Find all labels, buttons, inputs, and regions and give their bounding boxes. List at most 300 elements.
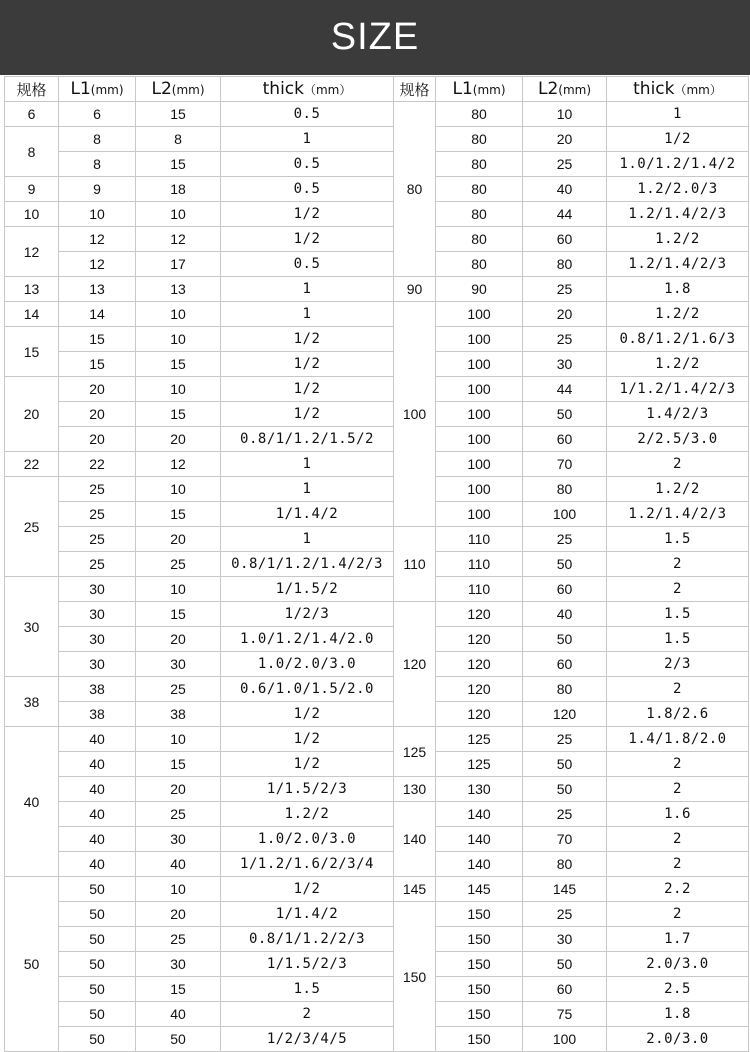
right-thick-cell: 2.0/3.0 [607,952,749,977]
right-thick-cell: 1.7 [607,927,749,952]
left-spec-cell: 14 [5,302,59,327]
right-l1-cell: 150 [436,927,523,952]
left-l2-cell: 25 [136,802,221,827]
left-l1-cell: 30 [59,652,136,677]
header-l1-unit: (mm) [472,83,506,97]
right-thick-cell: 1.2/2 [607,352,749,377]
right-l2-cell: 44 [523,377,607,402]
right-thick-cell: 1.0/1.2/1.4/2 [607,152,749,177]
left-thick-cell: 1 [221,452,394,477]
table-row [5,1002,749,1027]
table-row [5,277,749,302]
header-l1-right [436,77,523,102]
left-l1-cell: 30 [59,627,136,652]
left-l1-cell: 40 [59,852,136,877]
right-l1-cell: 80 [436,227,523,252]
left-l1-cell: 12 [59,227,136,252]
left-l1-cell: 20 [59,427,136,452]
table-row [5,602,749,627]
table-row [5,827,749,852]
left-l2-cell: 40 [136,852,221,877]
left-thick-cell: 1.2/2 [221,802,394,827]
right-l1-cell: 120 [436,627,523,652]
right-thick-cell: 1.2/1.4/2/3 [607,202,749,227]
left-l1-cell: 40 [59,752,136,777]
right-l1-cell: 130 [436,777,523,802]
header-l2-label: L2 [151,79,172,99]
right-thick-cell: 1.2/2 [607,302,749,327]
right-l1-cell: 100 [436,477,523,502]
left-l1-cell: 12 [59,252,136,277]
page-title: SIZE [330,16,420,58]
right-l1-cell: 150 [436,952,523,977]
table-row [5,977,749,1002]
left-thick-cell: 1/1.4/2 [221,502,394,527]
left-thick-cell: 1/1.4/2 [221,902,394,927]
right-spec-cell: 125 [394,727,436,777]
left-thick-cell: 0.8/1/1.2/1.4/2/3 [221,552,394,577]
left-l1-cell: 15 [59,352,136,377]
left-thick-cell: 1 [221,277,394,302]
right-l2-cell: 80 [523,677,607,702]
right-spec-cell: 100 [394,302,436,527]
table-row [5,627,749,652]
right-l2-cell: 60 [523,427,607,452]
right-l1-cell: 100 [436,427,523,452]
right-thick-cell: 2 [607,752,749,777]
left-l2-cell: 30 [136,827,221,852]
left-thick-cell: 1 [221,302,394,327]
table-row [5,327,749,352]
right-l1-cell: 100 [436,327,523,352]
left-l2-cell: 15 [136,977,221,1002]
right-spec-cell: 120 [394,602,436,727]
right-thick-cell: 2.5 [607,977,749,1002]
right-l1-cell: 125 [436,727,523,752]
left-l2-cell: 30 [136,652,221,677]
right-l1-cell: 100 [436,452,523,477]
left-l2-cell: 10 [136,577,221,602]
right-spec-cell: 140 [394,802,436,877]
left-l2-cell: 10 [136,477,221,502]
table-row [5,752,749,777]
table-row [5,677,749,702]
left-l2-cell: 10 [136,727,221,752]
left-l1-cell: 30 [59,602,136,627]
right-l2-cell: 70 [523,827,607,852]
left-l2-cell: 40 [136,1002,221,1027]
left-spec-cell: 9 [5,177,59,202]
right-l2-cell: 50 [523,752,607,777]
header-l1-left [59,77,136,102]
left-thick-cell: 1/2 [221,377,394,402]
right-l2-cell: 50 [523,552,607,577]
left-l1-cell: 8 [59,152,136,177]
right-thick-cell: 2 [607,777,749,802]
left-l1-cell: 20 [59,377,136,402]
left-spec-cell: 10 [5,202,59,227]
left-l2-cell: 15 [136,352,221,377]
right-l2-cell: 30 [523,927,607,952]
left-thick-cell: 1/2 [221,877,394,902]
left-thick-cell: 0.8/1/1.2/2/3 [221,927,394,952]
right-thick-cell: 2 [607,577,749,602]
right-thick-cell: 1.5 [607,627,749,652]
left-spec-cell: 22 [5,452,59,477]
left-l2-cell: 12 [136,227,221,252]
right-l2-cell: 75 [523,1002,607,1027]
left-l1-cell: 6 [59,102,136,127]
header-l2-unit: (mm) [171,83,205,97]
right-thick-cell: 2 [607,827,749,852]
left-l2-cell: 20 [136,427,221,452]
right-l1-cell: 80 [436,102,523,127]
left-thick-cell: 1/2 [221,702,394,727]
left-l2-cell: 13 [136,277,221,302]
left-l2-cell: 10 [136,302,221,327]
left-l2-cell: 25 [136,927,221,952]
right-l2-cell: 145 [523,877,607,902]
left-l2-cell: 15 [136,502,221,527]
left-l1-cell: 50 [59,902,136,927]
table-row [5,777,749,802]
table-row [5,427,749,452]
left-spec-cell: 40 [5,727,59,877]
left-spec-cell: 8 [5,127,59,177]
left-spec-cell: 25 [5,477,59,577]
left-spec-cell: 12 [5,227,59,277]
left-thick-cell: 1/2 [221,402,394,427]
right-spec-cell: 150 [394,902,436,1052]
right-thick-cell: 1/2 [607,127,749,152]
right-l1-cell: 150 [436,902,523,927]
left-thick-cell: 0.6/1.0/1.5/2.0 [221,677,394,702]
left-l2-cell: 10 [136,377,221,402]
right-thick-cell: 1.5 [607,527,749,552]
table-row [5,902,749,927]
right-spec-cell: 145 [394,877,436,902]
left-thick-cell: 1 [221,127,394,152]
left-l2-cell: 15 [136,402,221,427]
right-l1-cell: 100 [436,352,523,377]
left-l1-cell: 50 [59,952,136,977]
right-l2-cell: 25 [523,802,607,827]
left-thick-cell: 1/2/3/4/5 [221,1027,394,1052]
right-l1-cell: 140 [436,852,523,877]
left-l2-cell: 12 [136,452,221,477]
table-row [5,352,749,377]
header-thick-unit: （mm） [674,83,722,97]
right-l2-cell: 25 [523,327,607,352]
right-l2-cell: 20 [523,127,607,152]
left-l1-cell: 25 [59,527,136,552]
table-row [5,877,749,902]
left-thick-cell: 1 [221,477,394,502]
table-row [5,152,749,177]
left-spec-cell: 38 [5,677,59,727]
left-l1-cell: 50 [59,1027,136,1052]
left-thick-cell: 1 [221,527,394,552]
right-l2-cell: 40 [523,177,607,202]
table-row [5,102,749,127]
left-l1-cell: 38 [59,677,136,702]
right-thick-cell: 2 [607,902,749,927]
right-l2-cell: 60 [523,227,607,252]
table-row [5,227,749,252]
table-row [5,177,749,202]
left-thick-cell: 2 [221,1002,394,1027]
left-thick-cell: 0.5 [221,177,394,202]
left-l1-cell: 14 [59,302,136,327]
right-l1-cell: 100 [436,402,523,427]
table-row [5,577,749,602]
left-thick-cell: 1.0/2.0/3.0 [221,652,394,677]
table-row [5,727,749,752]
left-spec-cell: 30 [5,577,59,677]
right-thick-cell: 2/3 [607,652,749,677]
header-thick-right [607,77,749,102]
right-thick-cell: 1.5 [607,602,749,627]
left-thick-cell: 1.0/1.2/1.4/2.0 [221,627,394,652]
table-row [5,302,749,327]
left-spec-cell: 15 [5,327,59,377]
left-l1-cell: 40 [59,777,136,802]
right-l2-cell: 120 [523,702,607,727]
header-thick-left [221,77,394,102]
left-thick-cell: 1/2 [221,227,394,252]
left-l2-cell: 18 [136,177,221,202]
right-thick-cell: 1.4/1.8/2.0 [607,727,749,752]
right-spec-cell: 130 [394,777,436,802]
right-l2-cell: 25 [523,277,607,302]
right-thick-cell: 2 [607,452,749,477]
right-l2-cell: 60 [523,977,607,1002]
left-thick-cell: 0.5 [221,252,394,277]
header-thick-label: thick [633,79,675,99]
left-thick-cell: 0.8/1/1.2/1.5/2 [221,427,394,452]
table-row [5,502,749,527]
right-l2-cell: 25 [523,727,607,752]
left-thick-cell: 1/2 [221,727,394,752]
left-l1-cell: 10 [59,202,136,227]
left-thick-cell: 1/2/3 [221,602,394,627]
left-thick-cell: 1/2 [221,202,394,227]
right-l1-cell: 80 [436,177,523,202]
left-l2-cell: 38 [136,702,221,727]
right-l2-cell: 100 [523,1027,607,1052]
header-thick-unit: （mm） [303,83,352,97]
left-thick-cell: 1/1.5/2/3 [221,777,394,802]
left-l2-cell: 15 [136,752,221,777]
right-l2-cell: 60 [523,652,607,677]
right-thick-cell: 1.2/2.0/3 [607,177,749,202]
right-thick-cell: 2 [607,552,749,577]
left-l2-cell: 25 [136,677,221,702]
left-l1-cell: 25 [59,552,136,577]
right-l1-cell: 120 [436,652,523,677]
left-l1-cell: 9 [59,177,136,202]
left-thick-cell: 1/1.5/2/3 [221,952,394,977]
right-l2-cell: 60 [523,577,607,602]
left-l1-cell: 25 [59,502,136,527]
right-l1-cell: 110 [436,527,523,552]
left-l1-cell: 38 [59,702,136,727]
left-l2-cell: 8 [136,127,221,152]
header-spec-left: 规格 [5,77,59,102]
left-l2-cell: 10 [136,202,221,227]
header-l2-right [523,77,607,102]
left-l1-cell: 40 [59,727,136,752]
right-thick-cell: 1.2/2 [607,227,749,252]
right-thick-cell: 1.8 [607,277,749,302]
left-thick-cell: 1/1.5/2 [221,577,394,602]
right-thick-cell: 1.6 [607,802,749,827]
right-l2-cell: 25 [523,902,607,927]
table-row [5,552,749,577]
right-l1-cell: 150 [436,1002,523,1027]
right-l2-cell: 10 [523,102,607,127]
header-l2-label: L2 [537,79,559,99]
table-row [5,527,749,552]
header-l1-unit: (mm) [90,83,124,97]
left-thick-cell: 1.5 [221,977,394,1002]
left-l1-cell: 15 [59,327,136,352]
right-thick-cell: 2 [607,852,749,877]
left-thick-cell: 1.0/2.0/3.0 [221,827,394,852]
title-banner [0,0,750,75]
right-l1-cell: 110 [436,552,523,577]
right-l1-cell: 145 [436,877,523,902]
left-l1-cell: 50 [59,877,136,902]
right-thick-cell: 0.8/1.2/1.6/3 [607,327,749,352]
right-l1-cell: 90 [436,277,523,302]
left-l1-cell: 25 [59,477,136,502]
right-thick-cell: 1.8/2.6 [607,702,749,727]
left-l2-cell: 20 [136,902,221,927]
right-l1-cell: 80 [436,202,523,227]
right-thick-cell: 1.2/2 [607,477,749,502]
right-thick-cell: 1.2/1.4/2/3 [607,252,749,277]
table-row [5,652,749,677]
right-thick-cell: 2.0/3.0 [607,1027,749,1052]
left-spec-cell: 13 [5,277,59,302]
left-l1-cell: 40 [59,827,136,852]
right-thick-cell: 1 [607,102,749,127]
right-l2-cell: 50 [523,402,607,427]
left-l1-cell: 50 [59,927,136,952]
right-spec-cell: 80 [394,102,436,277]
left-l1-cell: 50 [59,1002,136,1027]
right-thick-cell: 2.2 [607,877,749,902]
table-row [5,927,749,952]
table-row [5,952,749,977]
right-l1-cell: 125 [436,752,523,777]
left-spec-cell: 6 [5,102,59,127]
right-l1-cell: 100 [436,377,523,402]
right-l1-cell: 140 [436,827,523,852]
right-l1-cell: 80 [436,252,523,277]
right-l1-cell: 120 [436,602,523,627]
table-row [5,702,749,727]
left-l1-cell: 30 [59,577,136,602]
right-l2-cell: 40 [523,602,607,627]
left-l2-cell: 10 [136,327,221,352]
right-l1-cell: 100 [436,302,523,327]
table-row [5,452,749,477]
right-l2-cell: 50 [523,952,607,977]
right-l1-cell: 110 [436,577,523,602]
left-thick-cell: 0.5 [221,102,394,127]
header-spec-right: 规格 [394,77,436,102]
header-row [5,77,749,102]
right-l2-cell: 25 [523,527,607,552]
right-l2-cell: 20 [523,302,607,327]
right-l1-cell: 120 [436,702,523,727]
table-row [5,252,749,277]
right-l1-cell: 140 [436,802,523,827]
table-row [5,377,749,402]
right-l2-cell: 70 [523,452,607,477]
right-thick-cell: 1.2/1.4/2/3 [607,502,749,527]
right-l2-cell: 80 [523,477,607,502]
right-l1-cell: 80 [436,127,523,152]
left-l2-cell: 15 [136,102,221,127]
left-l2-cell: 50 [136,1027,221,1052]
right-l2-cell: 25 [523,152,607,177]
table-row [5,127,749,152]
size-table [4,76,749,1052]
right-thick-cell: 1.4/2/3 [607,402,749,427]
header-thick-label: thick [262,79,304,99]
table-row [5,402,749,427]
right-l2-cell: 100 [523,502,607,527]
left-l2-cell: 30 [136,952,221,977]
header-l2-unit: (mm) [558,83,592,97]
right-thick-cell: 2 [607,677,749,702]
left-spec-cell: 50 [5,877,59,1052]
right-l2-cell: 30 [523,352,607,377]
right-l1-cell: 120 [436,677,523,702]
right-l2-cell: 50 [523,777,607,802]
right-l1-cell: 100 [436,502,523,527]
left-l2-cell: 25 [136,552,221,577]
left-l2-cell: 15 [136,602,221,627]
right-spec-cell: 90 [394,277,436,302]
left-l1-cell: 22 [59,452,136,477]
right-l1-cell: 80 [436,152,523,177]
right-thick-cell: 1.8 [607,1002,749,1027]
table-row [5,202,749,227]
left-l1-cell: 13 [59,277,136,302]
right-thick-cell: 1/1.2/1.4/2/3 [607,377,749,402]
left-thick-cell: 1/2 [221,352,394,377]
right-l2-cell: 80 [523,252,607,277]
left-l1-cell: 40 [59,802,136,827]
table-row [5,802,749,827]
left-thick-cell: 1/1.2/1.6/2/3/4 [221,852,394,877]
right-l2-cell: 44 [523,202,607,227]
left-spec-cell: 20 [5,377,59,452]
header-l1-label: L1 [70,79,91,99]
header-l2-left [136,77,221,102]
left-l2-cell: 20 [136,777,221,802]
left-l2-cell: 17 [136,252,221,277]
left-thick-cell: 0.5 [221,152,394,177]
left-l2-cell: 15 [136,152,221,177]
left-thick-cell: 1/2 [221,327,394,352]
left-l2-cell: 20 [136,627,221,652]
right-l1-cell: 150 [436,977,523,1002]
